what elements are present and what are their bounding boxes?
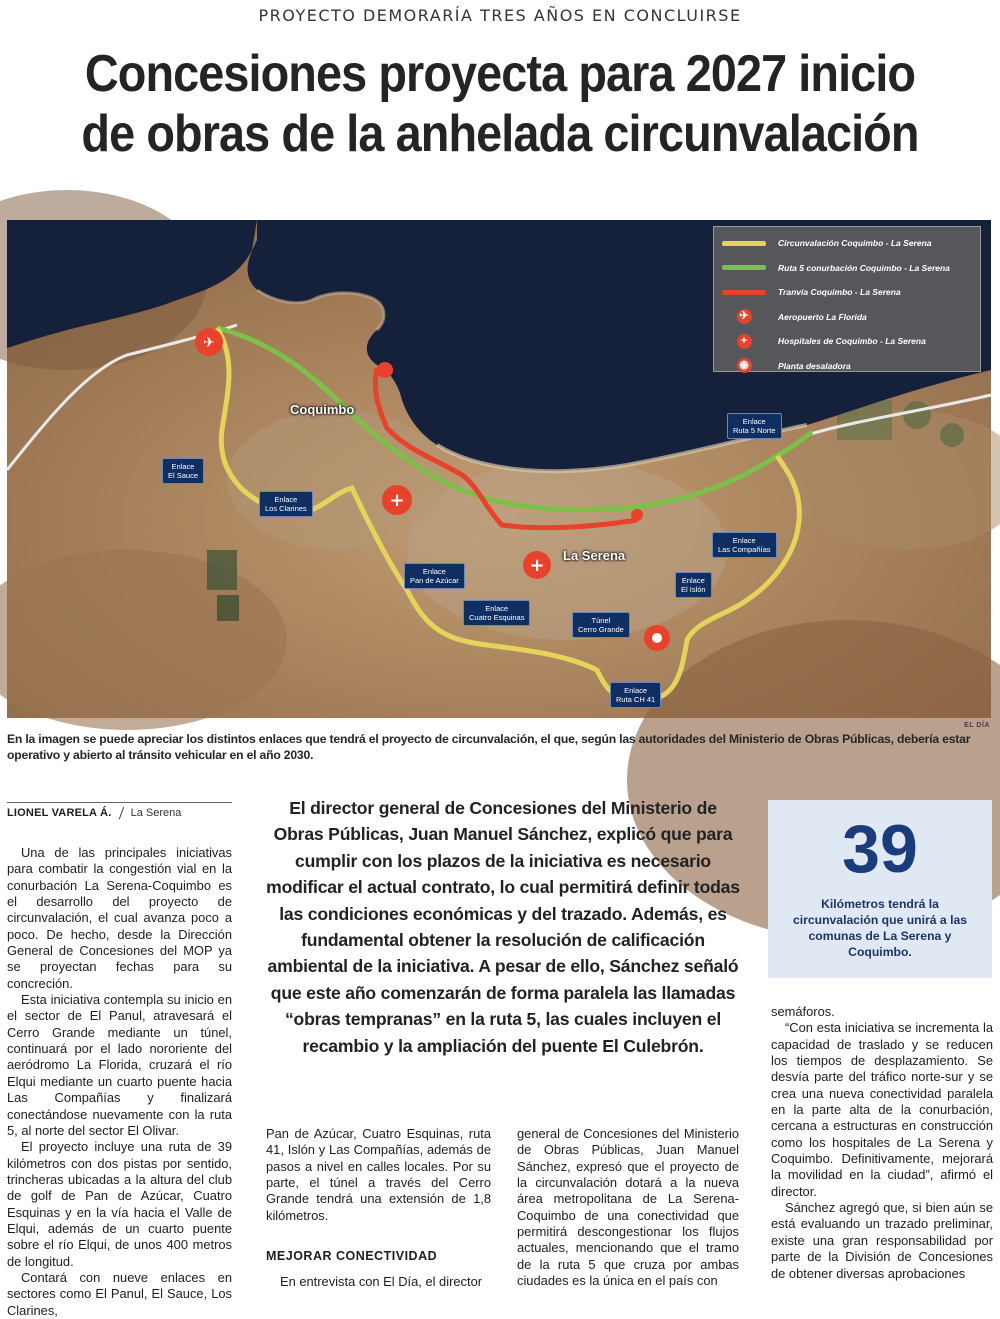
paragraph: Una de las principales iniciativas para combatir la congestión vial en la conurbación La Serena-Coquimbo es el desarrollo del proyecto de circunvalación, el cual avanza poco a poco. De hecho, desde la Dirección General de Concesiones del MOP ya se proyectan fechas para su concreción. xyxy=(7,845,232,991)
fact-number: 39 xyxy=(842,811,918,887)
body-column-4 xyxy=(771,1004,993,1282)
byline xyxy=(7,802,232,819)
legend-swatch-green xyxy=(722,265,766,270)
subheading: MEJORAR CONECTIVIDAD xyxy=(266,1249,438,1264)
kicker: PROYECTO DEMORARÍA TRES AÑOS EN CONCLUIRSE xyxy=(258,6,742,25)
enlace-los-clarines: Enlace Los Clarines xyxy=(259,491,313,517)
legend-item-planta: ◉ Planta desaladora xyxy=(722,354,972,379)
hospital-icon xyxy=(523,551,551,579)
legend-item-ruta-5: Ruta 5 conurbación Coquimbo - La Serena xyxy=(722,256,972,281)
byline-place: La Serena xyxy=(130,807,182,819)
body-column-3 xyxy=(517,1126,739,1289)
headline xyxy=(59,44,941,164)
airplane-icon xyxy=(195,328,223,356)
svg-text:+: + xyxy=(529,555,545,576)
paragraph: Esta iniciativa contempla su inicio en el sector de El Panul, atravesará el Cerro Grande mediante un túnel, continuará por el lado nororiente del aeródromo La Florida, cruzará el río Elqui mediante un cuarto puente hacia Las Compañías y finalizará conectándose nuevamente con la ruta 5, al norte del sector El Olivar. xyxy=(7,992,232,1138)
headline-line-1: Concesiones proyecta para 2027 inicio xyxy=(84,45,916,103)
byline-author: LIONEL VARELA Á. xyxy=(7,807,112,819)
legend-item-aeropuerto: ✈ Aeropuerto La Florida xyxy=(722,305,972,330)
airplane-icon: ✈ xyxy=(737,309,752,324)
body-column-2 xyxy=(266,1126,491,1291)
paragraph: Pan de Azúcar, Cuatro Esquinas, ruta 41, Islón y Las Compañías, además de pasos a nivel en calles locales. Por su parte, el túnel a través del Cerro Grande tendrá una extensión de 1,8 kilómetros. xyxy=(266,1126,491,1223)
legend-swatch-red xyxy=(722,290,766,295)
enlace-el-sauce: Enlace El Sauce xyxy=(162,458,204,484)
map-caption: En la imagen se puede apreciar los distintos enlaces que tendrá el proyecto de circunvalación, el que, según las autoridades del Ministerio de Obras Públicas, debería estar operativo y abierto al tránsito vehicular en el año 2030. xyxy=(7,732,971,762)
tunel-cerro-grande: Túnel Cerro Grande xyxy=(572,612,630,638)
desalination-plant-icon xyxy=(631,509,643,521)
hospital-icon xyxy=(382,485,412,515)
enlace-pan-de-azucar: Enlace Pan de Azúcar xyxy=(404,563,465,589)
svg-text:✈: ✈ xyxy=(203,335,215,351)
fact-text: Kilómetros tendrá la circunvalación que unirá a las comunas de La Serena y Coquimbo. xyxy=(792,897,968,959)
svg-text:+: + xyxy=(389,490,405,511)
desalination-plant-icon xyxy=(377,362,393,378)
paragraph: semáforos. xyxy=(771,1004,835,1019)
byline-separator xyxy=(118,807,123,819)
legend-item-hospitales: + Hospitales de Coquimbo - La Serena xyxy=(722,329,972,354)
paragraph: Sánchez agregó que, si bien aún se está evaluando un trazado preliminar, existe una gran responsabilidad por parte de la División de Concesiones de obtener diversas aprobaciones xyxy=(771,1200,993,1281)
map-legend xyxy=(713,226,981,372)
hospital-icon: + xyxy=(737,334,752,349)
legend-item-tranvia: Tranvía Coquimbo - La Serena xyxy=(722,280,972,305)
town-label-la-serena: La Serena xyxy=(563,548,626,563)
desalination-plant-icon xyxy=(644,625,670,651)
enlace-ruta-ch-41: Enlace Ruta CH 41 xyxy=(610,682,661,708)
legend-item-circunvalacion: Circunvalación Coquimbo - La Serena xyxy=(722,231,972,256)
enlace-el-islon: Enlace El Islón xyxy=(675,572,712,598)
enlace-ruta-5-norte: Enlace Ruta 5 Norte xyxy=(727,413,782,439)
legend-swatch-yellow xyxy=(722,241,766,246)
route-map xyxy=(7,220,991,718)
paragraph: “Con esta iniciativa se incrementa la capacidad de traslado y se reducen los tiempos de desplazamiento. Se desvía parte del tráfico norte-sur y se crea una nueva conectividad paralela en la parte alta de la conurbación, cercana a estructuras en construcción como los hospitales de La Serena y Coquimbo. Definitivamente, mejorará la movilidad en la ciudad”, afirmó el director. xyxy=(771,1020,993,1199)
fact-box xyxy=(768,800,992,978)
enlace-las-companias: Enlace Las Compañías xyxy=(712,532,777,558)
paragraph: El proyecto incluye una ruta de 39 kilómetros con dos pistas por sentido, trincheras ubicadas a la altura del club de golf de Pan de Azúcar, Cuatro Esquinas y en la vía hacia el Valle de Elqui, además de un cuarto puente sobre el río Elqui, de unos 400 metros de longitud. xyxy=(7,1139,232,1269)
paragraph: En entrevista con El Día, el director xyxy=(280,1274,483,1290)
paragraph: general de Concesiones del Ministerio de Obras Públicas, Juan Manuel Sánchez, expresó que el proyecto de la circunvalación dotará a la nueva área metropolitana de La Serena-Coquimbo de una conectividad que permitirá descongestionar los flujos actuales, mencionando que el tramo de la ruta 5 que cruza por ambas ciudades es la única en el país con xyxy=(517,1126,739,1289)
enlace-cuatro-esquinas: Enlace Cuatro Esquinas xyxy=(463,600,530,626)
lead-paragraph: El director general de Concesiones del Ministerio de Obras Públicas, Juan Manuel Sánchez, explicó que para cumplir con los plazos de la iniciativa es necesario modificar el actual contrato, lo cual permitirá definir todas las condiciones económicas y del trazado. Además, es fundamental obtener la resolución de calificación ambiental de la iniciativa. A pesar de ello, Sánchez señaló que este año comenzarán de forma paralela las llamadas “obras tempranas” en la ruta 5, las cuales incluyen el recambio y la ampliación del puente El Culebrón. xyxy=(266,798,740,1056)
headline-line-2: de obras de la anhelada circunvalación xyxy=(81,105,919,163)
desalination-plant-icon: ◉ xyxy=(737,358,752,373)
photo-credit: EL DÍA xyxy=(964,722,990,729)
paragraph: Contará con nueve enlaces en sectores como El Panul, El Sauce, Los Clarines, xyxy=(7,1269,232,1318)
town-label-coquimbo: Coquimbo xyxy=(290,402,355,417)
body-column-1 xyxy=(7,845,232,1319)
